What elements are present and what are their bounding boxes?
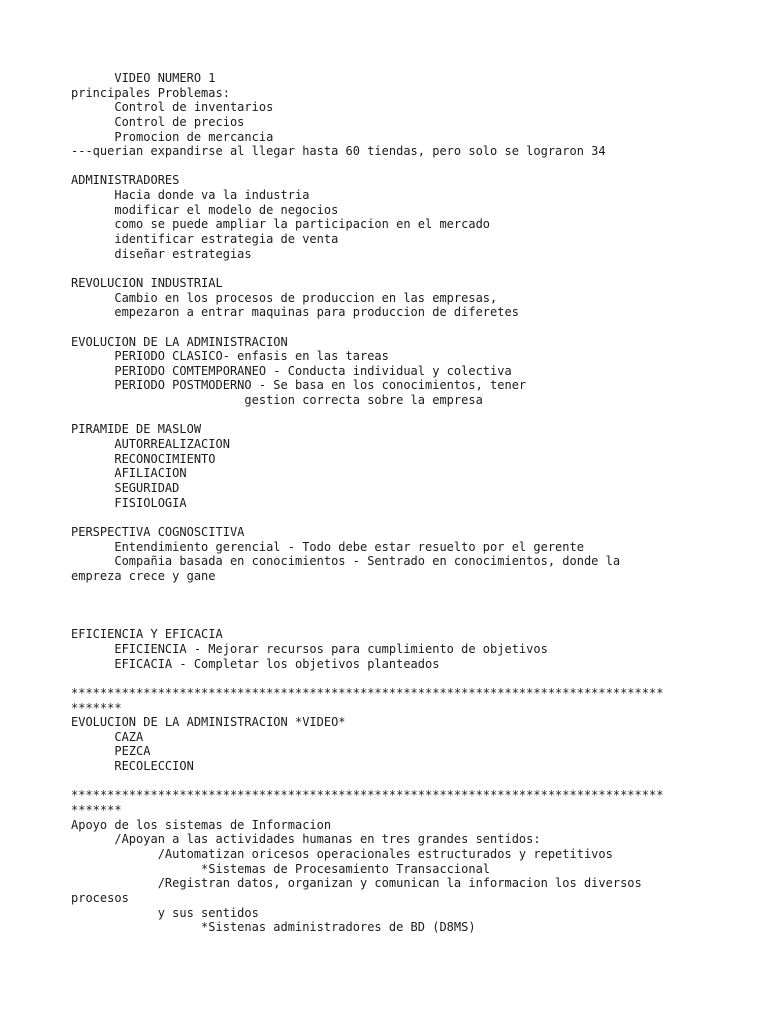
document-line: ********************************************************************************** bbox=[71, 788, 664, 803]
document-line: RECOLECCION bbox=[71, 759, 194, 774]
document-line: ADMINISTRADORES bbox=[71, 173, 180, 188]
document-line: PERSPECTIVA COGNOSCITIVA bbox=[71, 524, 245, 539]
document-line: SEGURIDAD bbox=[71, 480, 180, 495]
document-line: Hacia donde va la industria bbox=[71, 188, 310, 203]
document-line: *Sistemas de Procesamiento Transaccional bbox=[71, 861, 491, 876]
document-line: como se puede ampliar la participacion en el mercado bbox=[71, 217, 491, 232]
document-line: ********************************************************************************** bbox=[71, 685, 664, 700]
document-body bbox=[71, 71, 761, 935]
document-line bbox=[71, 613, 761, 628]
document-line: REVOLUCION INDUSTRIAL bbox=[71, 275, 223, 290]
document-line: Apoyo de los sistemas de Informacion bbox=[71, 817, 332, 832]
document-line: Control de precios bbox=[71, 114, 245, 129]
document-line: RECONOCIMIENTO bbox=[71, 451, 216, 466]
document-line: Compañia basada en conocimientos - Sentrado en conocimientos, donde la bbox=[71, 554, 621, 569]
document-line: PIRAMIDE DE MASLOW bbox=[71, 422, 202, 437]
document-line: y sus sentidos bbox=[71, 905, 259, 920]
document-line bbox=[71, 320, 761, 335]
document-line bbox=[71, 408, 761, 423]
document-line: empreza crece y gane bbox=[71, 568, 216, 583]
document-line: Promocion de mercancia bbox=[71, 129, 274, 144]
document-line: PERIODO COMTEMPORANEO - Conducta individual y colectiva bbox=[71, 363, 512, 378]
document-line: ******* bbox=[71, 803, 122, 818]
document-line: Control de inventarios bbox=[71, 100, 274, 115]
document-line: PERIODO CLASICO- enfasis en las tareas bbox=[71, 349, 389, 364]
document-line: /Apoyan a las actividades humanas en tres grandes sentidos: bbox=[71, 832, 541, 847]
document-line: principales Problemas: bbox=[71, 85, 230, 100]
document-line: PEZCA bbox=[71, 744, 151, 759]
document-line: gestion correcta sobre la empresa bbox=[71, 393, 483, 408]
document-line: AFILIACION bbox=[71, 466, 187, 481]
document-line bbox=[71, 159, 761, 174]
document-line bbox=[71, 261, 761, 276]
document-line: Cambio en los procesos de produccion en las empresas, bbox=[71, 290, 498, 305]
document-line: CAZA bbox=[71, 729, 144, 744]
document-line: ******* bbox=[71, 700, 122, 715]
document-line bbox=[71, 583, 761, 598]
document-line: procesos bbox=[71, 890, 129, 905]
document-line: /Automatizan oricesos operacionales estructurados y repetitivos bbox=[71, 846, 613, 861]
document-line: EFICACIA - Completar los objetivos planteados bbox=[71, 656, 440, 671]
document-line: VIDEO NUMERO 1 bbox=[71, 71, 216, 85]
document-line bbox=[71, 774, 761, 789]
document-line bbox=[71, 510, 761, 525]
document-line: EVOLUCION DE LA ADMINISTRACION *VIDEO* bbox=[71, 715, 346, 730]
document-line: identificar estrategia de venta bbox=[71, 232, 339, 247]
document-line: diseñar estrategias bbox=[71, 246, 252, 261]
document-line: *Sistenas administradores de BD (D8MS) bbox=[71, 920, 476, 935]
document-line: EFICIENCIA - Mejorar recursos para cumplimiento de objetivos bbox=[71, 641, 548, 656]
document-line: FISIOLOGIA bbox=[71, 495, 187, 510]
document-line bbox=[71, 598, 761, 613]
document-line bbox=[71, 671, 761, 686]
document-line: PERIODO POSTMODERNO - Se basa en los conocimientos, tener bbox=[71, 378, 527, 393]
document-line: EVOLUCION DE LA ADMINISTRACION bbox=[71, 334, 288, 349]
document-line: EFICIENCIA Y EFICACIA bbox=[71, 627, 223, 642]
document-line: AUTORREALIZACION bbox=[71, 437, 230, 452]
document-line: ---querian expandirse al llegar hasta 60 tiendas, pero solo se lograron 34 bbox=[71, 144, 606, 159]
document-line: /Registran datos, organizan y comunican la informacion los diversos bbox=[71, 876, 642, 891]
document-line: empezaron a entrar maquinas para produccion de diferetes bbox=[71, 305, 519, 320]
document-line: Entendimiento gerencial - Todo debe estar resuelto por el gerente bbox=[71, 539, 584, 554]
document-line: modificar el modelo de negocios bbox=[71, 202, 339, 217]
